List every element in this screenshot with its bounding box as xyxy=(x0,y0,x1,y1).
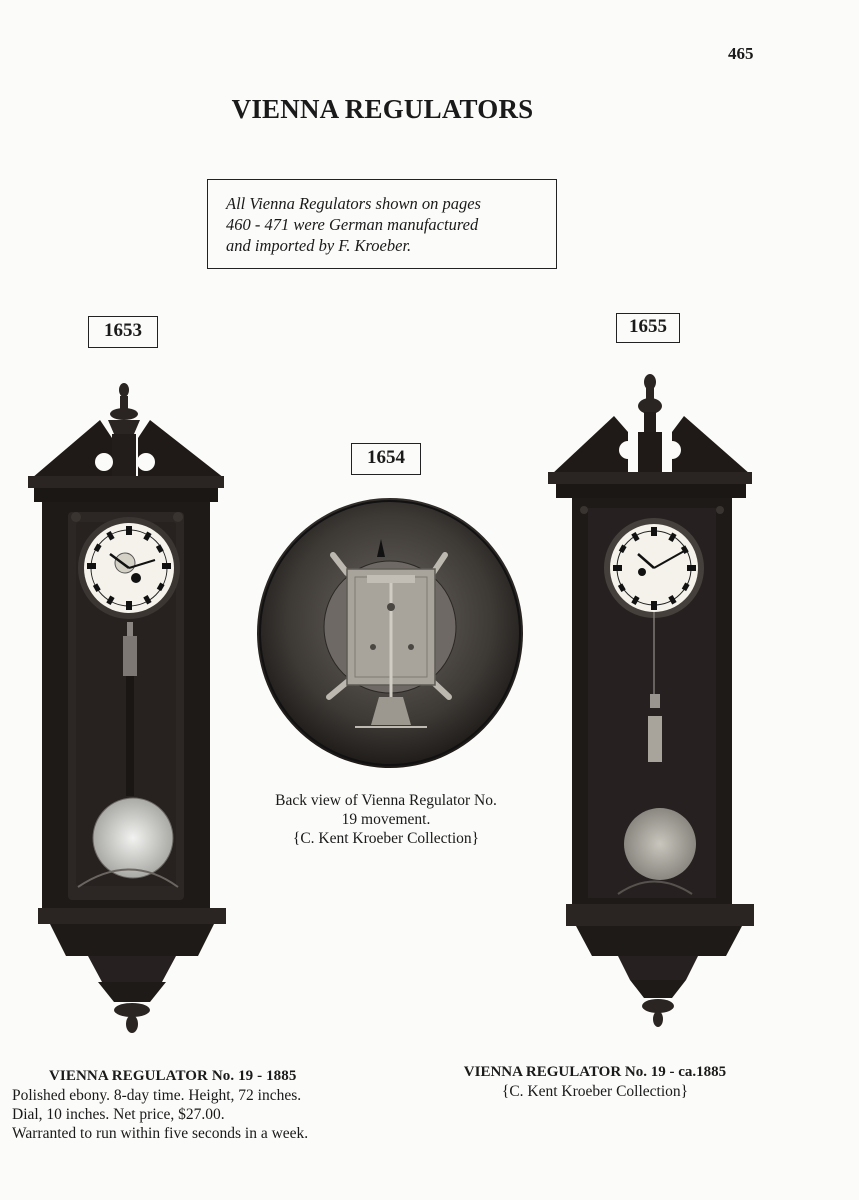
caption-line: Dial, 10 inches. Net price, $27.00. xyxy=(12,1106,225,1123)
item-number-label: 1654 xyxy=(351,443,421,475)
intro-note-line: and imported by F. Kroeber. xyxy=(226,236,412,255)
caption-line: 19 movement. xyxy=(341,811,431,828)
caption-line: Back view of Vienna Regulator No. xyxy=(275,792,497,809)
intro-note-line: All Vienna Regulators shown on pages xyxy=(226,194,481,213)
page-number: 465 xyxy=(728,44,754,63)
movement-back-photo-1654 xyxy=(255,497,527,771)
caption-1654 xyxy=(236,791,536,848)
clock-photo-1653 xyxy=(28,382,233,1037)
item-number-label: 1653 xyxy=(88,316,158,348)
intro-note-line: 460 - 471 were German manufactured xyxy=(226,215,479,234)
caption-line: {C. Kent Kroeber Collection} xyxy=(292,830,480,847)
caption-title: VIENNA REGULATOR No. 19 - 1885 xyxy=(49,1068,297,1084)
caption-1653 xyxy=(12,1067,308,1143)
item-number-label: 1655 xyxy=(616,313,680,343)
intro-note-box xyxy=(207,179,557,269)
caption-1655 xyxy=(420,1063,770,1101)
caption-line: Warranted to run within five seconds in a week. xyxy=(12,1125,309,1142)
page-title: VIENNA REGULATORS xyxy=(231,94,534,124)
caption-line: {C. Kent Kroeber Collection} xyxy=(501,1083,689,1100)
clock-photo-1655 xyxy=(548,374,758,1034)
caption-title: VIENNA REGULATOR No. 19 - ca.1885 xyxy=(463,1064,727,1080)
caption-line: Polished ebony. 8-day time. Height, 72 inches. xyxy=(12,1087,302,1104)
